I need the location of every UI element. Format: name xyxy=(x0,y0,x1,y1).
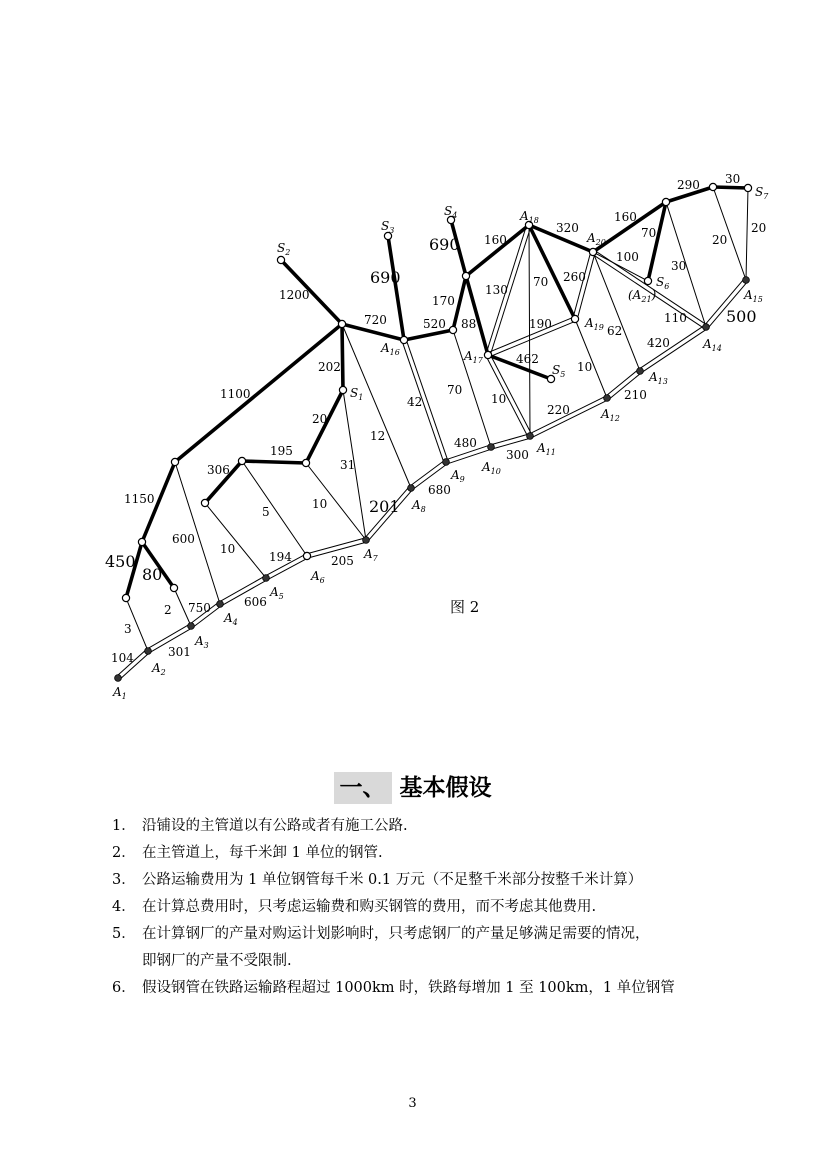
node-label: $S_4$ xyxy=(444,204,458,220)
junction-node xyxy=(400,336,407,343)
node-label: $A_{18}$ xyxy=(520,209,539,225)
assumption-item xyxy=(112,924,732,971)
assumption-number: 6． xyxy=(112,980,136,996)
edge-label: 3 xyxy=(124,622,132,636)
edge-label: 201 xyxy=(369,497,400,516)
edge-label: 160 xyxy=(614,210,637,224)
assumption-text: 在主管道上，每千米卸 1 单位的钢管. xyxy=(142,845,383,861)
assumption-number: 4． xyxy=(112,899,136,915)
edge-label: 420 xyxy=(647,336,670,350)
junction-node xyxy=(277,256,284,263)
junction-node xyxy=(709,183,716,190)
edge-label: 2 xyxy=(164,603,172,617)
junction-node xyxy=(571,315,578,322)
junction-node xyxy=(302,459,309,466)
assumption-item xyxy=(112,897,732,917)
node-label: $S_1$ xyxy=(350,386,364,402)
rail-station-node xyxy=(217,601,224,608)
edge-label: 170 xyxy=(432,294,455,308)
assumption-text: 沿铺设的主管道以有公路或者有施工公路. xyxy=(142,818,408,834)
figure-caption: 图 2 xyxy=(450,598,480,616)
node-label: $A_4$ xyxy=(224,611,238,627)
junction-node xyxy=(122,594,129,601)
edge-label: 5 xyxy=(262,505,270,519)
edge-label: 290 xyxy=(677,178,700,192)
assumption-number: 1． xyxy=(112,818,136,834)
edge-a20-a19 xyxy=(573,251,595,319)
node-label: $A_3$ xyxy=(195,634,209,650)
edge-label: 110 xyxy=(664,311,687,325)
assumption-item xyxy=(112,870,732,890)
edge-label: 462 xyxy=(516,352,539,366)
node-label: $A_5$ xyxy=(270,585,284,601)
rail-station-node xyxy=(188,623,195,630)
node-label: $A_{19}$ xyxy=(585,316,604,332)
junction-node xyxy=(171,458,178,465)
edge-label: 88 xyxy=(461,317,477,331)
edge-label: 301 xyxy=(168,645,191,659)
edge-label: 10 xyxy=(491,392,507,406)
node-label: $S_2$ xyxy=(277,241,291,257)
node-label: $A_8$ xyxy=(412,498,426,514)
rail-station-node xyxy=(115,675,122,682)
edge-j5-j6 xyxy=(242,461,306,463)
node-label: $A_2$ xyxy=(152,661,166,677)
edge-label: 750 xyxy=(188,601,211,615)
junction-node xyxy=(644,277,651,284)
edge-label: 210 xyxy=(624,388,647,402)
edge-label: 70 xyxy=(533,275,549,289)
assumption-text: 在计算总费用时，只考虑运输费和购买钢管的费用，而不考虑其他费用. xyxy=(142,899,597,915)
edge-j12-s7 xyxy=(713,187,748,188)
edge-label: 600 xyxy=(172,532,195,546)
edge-label: 205 xyxy=(331,554,354,568)
edge-label: 62 xyxy=(607,324,623,338)
edge-a14-a20 xyxy=(592,250,707,329)
junction-node xyxy=(449,326,456,333)
junction-node xyxy=(338,320,345,327)
edge-label: 320 xyxy=(556,221,579,235)
node-label: $A_6$ xyxy=(311,569,325,585)
edge-label: 306 xyxy=(207,463,230,477)
node-label: $A_7$ xyxy=(364,547,378,563)
rail-station-node xyxy=(527,433,534,440)
edge-a16-s3 xyxy=(388,236,404,340)
edge-label: 31 xyxy=(340,458,356,472)
edge-label: 720 xyxy=(364,313,387,327)
junction-node xyxy=(462,272,469,279)
edge-label: 450 xyxy=(105,552,136,571)
node-label: $A_{12}$ xyxy=(601,407,620,423)
rail-station-node xyxy=(263,575,270,582)
junction-node xyxy=(744,184,751,191)
edge-j4-s1 xyxy=(342,324,343,390)
edge-label: 690 xyxy=(370,268,401,287)
edge-label: 1200 xyxy=(279,288,310,302)
page-number: 3 xyxy=(408,1096,417,1111)
assumption-number: 3． xyxy=(112,872,136,888)
rail-station-node xyxy=(604,395,611,402)
assumption-text: 在计算钢厂的产量对购运计划影响时，只考虑钢厂的产量足够满足需要的情况， xyxy=(142,926,650,942)
assumption-text: 假设钢管在铁路运输路程超过 1000km 时，铁路每增加 1 至 100km，1 单位钢管 xyxy=(142,980,675,996)
edge-j6-a6 xyxy=(242,461,307,556)
edge-label: 680 xyxy=(428,483,451,497)
edge-a16-j9 xyxy=(404,330,453,340)
edge-label: 70 xyxy=(447,383,463,397)
junction-node xyxy=(662,198,669,205)
junction-node xyxy=(339,386,346,393)
node-label: $S_7$ xyxy=(755,185,769,201)
assumption-item xyxy=(112,978,732,998)
edge-label: 104 xyxy=(111,651,134,665)
edge-label: 42 xyxy=(407,395,423,409)
junction-node xyxy=(589,248,596,255)
rail-station-node xyxy=(145,648,152,655)
edge-label: 190 xyxy=(529,317,552,331)
edge-label: 80 xyxy=(142,565,163,584)
junction-node xyxy=(238,457,245,464)
edge-a10-a11 xyxy=(490,434,530,449)
junction-node xyxy=(170,584,177,591)
edge-label: 194 xyxy=(269,550,292,564)
junction-node xyxy=(138,538,145,545)
junction-node xyxy=(201,499,208,506)
edge-label: 20 xyxy=(751,221,767,235)
assumption-list xyxy=(112,816,732,1005)
node-label: $A_1$ xyxy=(113,685,127,701)
node-label: $S_6$ xyxy=(656,275,670,291)
node-label: $A_{20}$ xyxy=(587,231,606,247)
edge-label: 160 xyxy=(484,233,507,247)
node-label: $A_{13}$ xyxy=(649,370,668,386)
node-label: $A_{14}$ xyxy=(703,337,722,353)
edge-label: 500 xyxy=(726,307,757,326)
node-label: $A_{15}$ xyxy=(744,288,763,304)
edge-label: 20 xyxy=(712,233,728,247)
rail-station-node xyxy=(637,368,644,375)
edge-label: 100 xyxy=(616,250,639,264)
edge-label: 480 xyxy=(454,436,477,450)
node-label: $S_3$ xyxy=(381,219,395,235)
edge-label: 195 xyxy=(270,444,293,458)
edge-label: 202 xyxy=(318,360,341,374)
node-label: $A_{17}$ xyxy=(464,349,483,365)
edge-label: 260 xyxy=(563,270,586,284)
edge-label: 10 xyxy=(577,360,593,374)
assumption-continuation: 即钢厂的产量不受限制. xyxy=(142,953,292,969)
edge-label: 12 xyxy=(370,429,386,443)
edge-label: 1150 xyxy=(124,492,155,506)
edge-label: 520 xyxy=(423,317,446,331)
assumption-number: 2． xyxy=(112,845,136,861)
edge-label: 20 xyxy=(312,412,328,426)
edge-label: 300 xyxy=(506,448,529,462)
section-number: 一、 xyxy=(334,772,392,804)
rail-station-node xyxy=(703,324,710,331)
assumption-text: 公路运输费用为 1 单位钢管每千米 0.1 万元（不足整千米部分按整千米计算） xyxy=(142,872,643,888)
edge-label: 30 xyxy=(671,259,687,273)
node-label: $S_5$ xyxy=(552,363,566,379)
assumption-item xyxy=(112,816,732,836)
node-label: $A_{11}$ xyxy=(537,441,556,457)
edge-s1-j5 xyxy=(306,390,343,463)
rail-station-node xyxy=(443,459,450,466)
assumption-item xyxy=(112,843,732,863)
edge-label: 220 xyxy=(547,403,570,417)
edge-s7-a15 xyxy=(746,188,748,280)
edge-label: 10 xyxy=(220,542,236,556)
section-heading xyxy=(0,772,825,804)
node-label: $A_{16}$ xyxy=(381,341,400,357)
rail-station-node xyxy=(363,537,370,544)
junction-node xyxy=(303,552,310,559)
assumption-number: 5． xyxy=(112,926,136,942)
rail-station-node xyxy=(743,277,750,284)
rail-station-node xyxy=(408,485,415,492)
edge-j7-a5 xyxy=(205,503,266,578)
edge-label: 130 xyxy=(485,283,508,297)
rail-station-node xyxy=(488,444,495,451)
edge-label: 606 xyxy=(244,595,267,609)
edge-label: 70 xyxy=(641,226,657,240)
junction-node xyxy=(484,351,491,358)
section-title: 基本假设 xyxy=(399,774,492,801)
edge-label: 10 xyxy=(312,497,328,511)
edge-label: 30 xyxy=(725,172,741,186)
node-label: $(A_{21})$ xyxy=(628,288,657,304)
edge-label: 690 xyxy=(429,235,460,254)
edge-label: 1100 xyxy=(220,387,251,401)
node-label: $A_9$ xyxy=(451,468,465,484)
node-label: $A_{10}$ xyxy=(482,460,501,476)
